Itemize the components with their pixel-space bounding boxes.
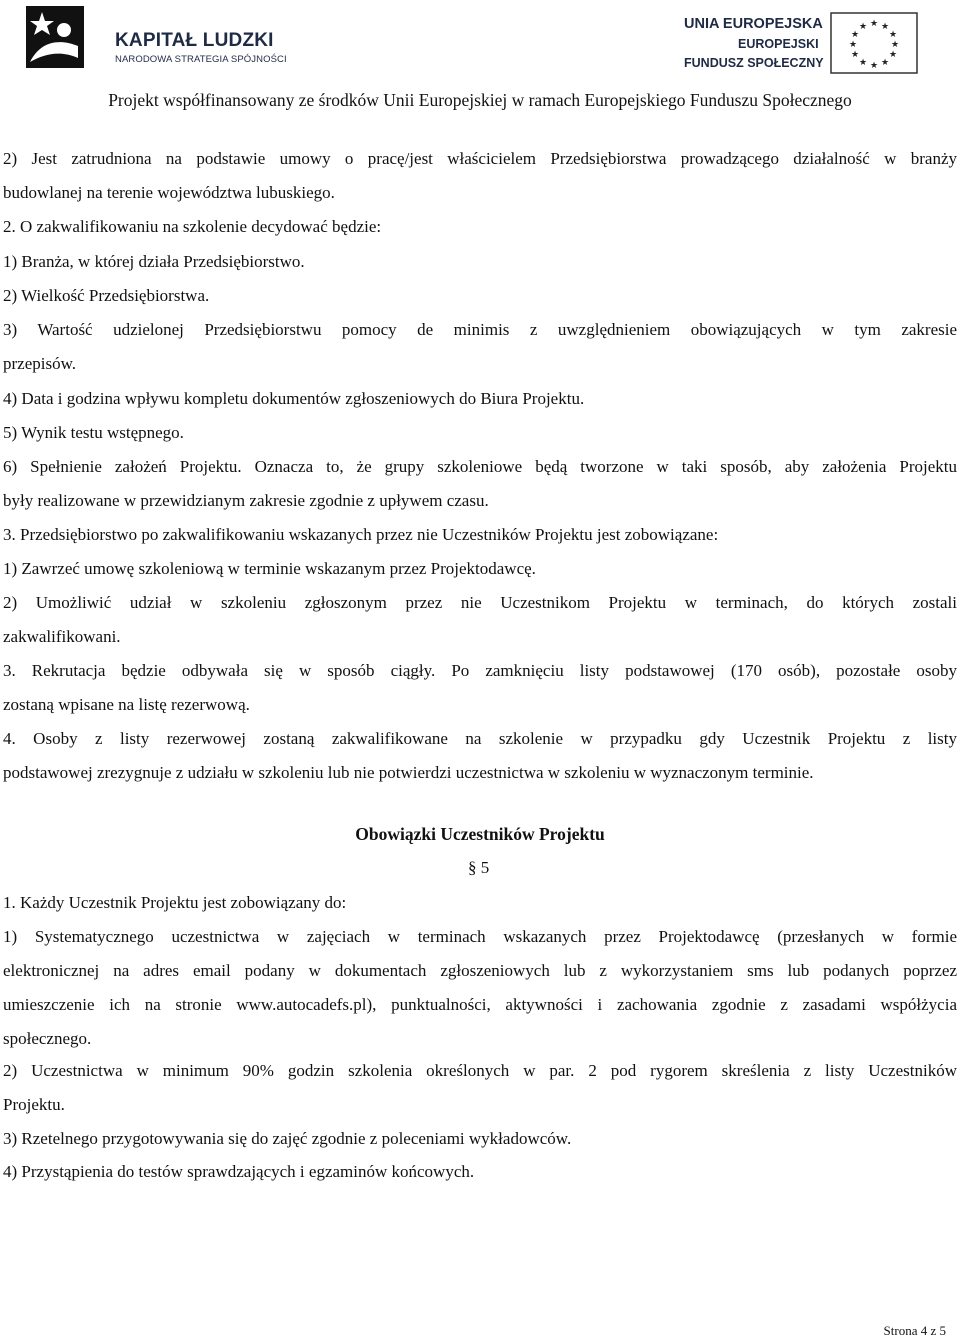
kapital-ludzki-title: KAPITAŁ LUDZKI [115,30,274,51]
section-line: 1. Każdy Uczestnik Projektu jest zobowiązany do: [3,893,347,912]
section-number: § 5 [468,858,490,877]
body-line: 5) Wynik testu wstępnego. [3,423,184,442]
eu-flag-icon [830,12,918,74]
body-line: 2) Jest zatrudniona na podstawie umowy o pracę/jest właścicielem Przedsiębiorstwa prowadzącego działalność w branży [3,149,957,168]
svg-text:★: ★ [869,19,879,29]
page-header [0,0,960,118]
eu-logo-line3: FUNDUSZ SPOŁECZNY [684,56,824,70]
body-line: 6) Spełnienie założeń Projektu. Oznacza to, że grupy szkoleniowe będą tworzone w taki sposób, aby założenia Projektu [3,457,957,476]
body-line: 3. Przedsiębiorstwo po zakwalifikowaniu wskazanych przez nie Uczestników Projektu jest zobowiązane: [3,525,719,544]
kapital-ludzki-subtitle: NARODOWA STRATEGIA SPÓJNOŚCI [115,54,287,65]
svg-text:★: ★ [880,58,890,68]
body-line: były realizowane w przewidzianym zakresie zgodnie z upływem czasu. [3,491,489,510]
svg-text:★: ★ [858,22,868,32]
svg-text:★: ★ [880,22,890,32]
svg-text:★: ★ [858,58,868,68]
body-line: przepisów. [3,354,77,373]
section-line: umieszczenie ich na stronie www.autocadefs.pl), punktualności, aktywności i zachowania zgodnie z zasadami współżycia [3,995,957,1014]
body-line: budowlanej na terenie województwa lubuskiego. [3,183,335,202]
body-line: zakwalifikowani. [3,627,121,646]
body-line: 2) Wielkość Przedsiębiorstwa. [3,286,210,305]
section-title: Obowiązki Uczestników Projektu [355,824,605,844]
section-line: elektronicznej na adres email podany w dokumentach zgłoszeniowych lub z wykorzystaniem sms lub podanych poprzez [3,961,957,980]
body-line: podstawowej zrezygnuje z udziału w szkoleniu lub nie potwierdzi uczestnictwa w szkoleniu w wyznaczonym terminie. [3,763,814,782]
svg-text:★: ★ [848,40,858,50]
section-line: 2) Uczestnictwa w minimum 90% godzin szkolenia określonych w par. 2 pod rygorem skreślenia z listy Uczestników [3,1061,957,1080]
svg-text:★: ★ [890,40,900,50]
body-line: zostaną wpisane na listę rezerwową. [3,695,250,714]
svg-text:★: ★ [888,30,898,40]
svg-text:★: ★ [888,50,898,60]
body-line: 3) Wartość udzielonej Przedsiębiorstwu pomocy de minimis z uwzględnieniem obowiązujących w tym zakresie [3,320,957,339]
header-caption: Projekt współfinansowany ze środków Unii Europejskiej w ramach Europejskiego Funduszu Społecznego [108,90,852,110]
body-line: 4) Data i godzina wpływu kompletu dokumentów zgłoszeniowych do Biura Projektu. [3,389,585,408]
body-line: 1) Branża, w której działa Przedsiębiorstwo. [3,252,305,271]
body-line: 1) Zawrzeć umowę szkoleniową w terminie wskazanym przez Projektodawcę. [3,559,536,578]
section-line: społecznego. [3,1029,92,1048]
section-line: 1) Systematycznego uczestnictwa w zajęciach w terminach wskazanych przez Projektodawcę (przesłanych w formie [3,927,957,946]
kapital-ludzki-logo [20,2,287,72]
section-line: Projektu. [3,1095,65,1114]
svg-text:★: ★ [850,50,860,60]
eu-logo [680,12,940,72]
svg-text:★: ★ [850,30,860,40]
section-line: 4) Przystąpienia do testów sprawdzających i egzaminów końcowych. [3,1162,475,1181]
body-line: 3. Rekrutacja będzie odbywała się w sposób ciągły. Po zamknięciu listy podstawowej (170 osób), pozostałe osoby [3,661,957,680]
body-line: 2. O zakwalifikowaniu na szkolenie decydować będzie: [3,217,382,236]
body-line: 2) Umożliwić udział w szkoleniu zgłoszonym przez nie Uczestnikom Projektu w terminach, do których zostali [3,593,957,612]
eu-logo-line2: EUROPEJSKI [738,37,819,51]
kapital-ludzki-logo-icon [20,2,90,72]
page-number: Strona 4 z 5 [883,1323,946,1338]
section-line: 3) Rzetelnego przygotowywania się do zajęć zgodnie z poleceniami wykładowców. [3,1129,572,1148]
eu-logo-line1: UNIA EUROPEJSKA [684,16,823,32]
body-line: 4. Osoby z listy rezerwowej zostaną zakwalifikowane na szkolenie w przypadku gdy Uczestnik Projektu z listy [3,729,957,748]
svg-text:★: ★ [869,61,879,71]
